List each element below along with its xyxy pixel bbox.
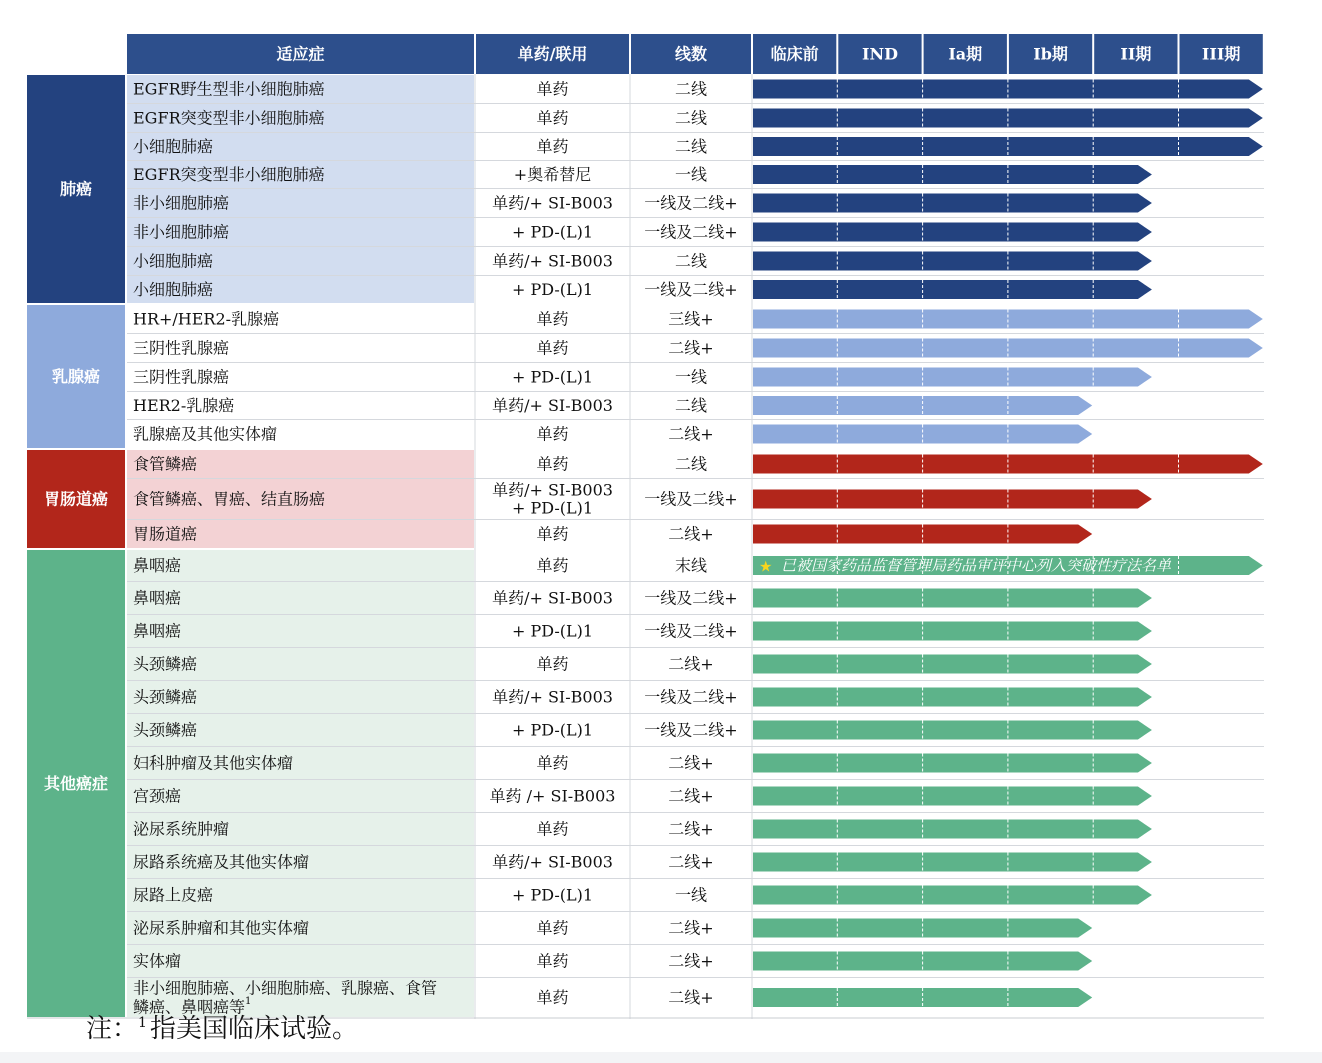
indication-text: 尿路系统癌及其他实体瘤 [133,852,310,872]
table-row [127,420,1092,448]
indication-text: 泌尿系肿瘤和其他实体瘤 [133,918,310,938]
progress-bar [753,589,1152,608]
table-row [127,104,1264,133]
group-lung [27,75,1264,303]
line-text: 一线及二线+ [644,222,738,242]
line-text: 二线+ [668,918,714,938]
mono-combo-text: 单药 [536,338,569,358]
indication-text: 宫颈癌 [133,786,182,806]
line-text: 一线及二线+ [644,280,738,299]
line-text: 一线 [674,885,708,905]
group-label: 其他癌症 [43,774,109,793]
indication-text: EGFR突变型非小细胞肺癌 [133,108,325,128]
table-row [127,276,1152,303]
indication-text: 小细胞肺癌 [133,251,214,271]
table-row [127,813,1264,846]
line-text: 一线及二线+ [644,193,738,213]
indication-text: 乳腺癌及其他实体瘤 [133,424,278,444]
table-row [127,582,1264,615]
line-text: 二线 [674,79,708,99]
mono-combo-text: 单药 [536,137,569,156]
table-row [127,879,1264,912]
table-row [127,648,1264,681]
mono-combo-text: 单药/+ SI-B003 [492,687,613,707]
mono-combo-text: + PD-(L)1 [511,885,594,905]
line-text: 二线+ [668,524,714,544]
mono-combo-text: 单药 [536,454,569,474]
progress-bar [753,165,1152,184]
line-text: 二线+ [668,786,714,806]
mono-combo-text: + PD-(L)1 [511,367,594,387]
mono-combo-text: 单药 [536,108,569,128]
group-label: 胃肠道癌 [43,489,109,509]
indication-text: 尿路上皮癌 [133,885,214,905]
indication-text: 胃肠道癌 [133,524,198,544]
header-phase: Ia期 [948,44,983,64]
star-icon: ★ [759,557,773,576]
mono-combo-text: 单药 /+ SI-B003 [489,786,616,806]
table-row [127,846,1264,879]
page-bottom-strip [0,1052,1322,1063]
indication-sup: 1 [245,995,252,1007]
group-breast [27,305,1264,448]
progress-bar [753,886,1152,905]
mono-combo-text: 单药 [536,918,569,938]
indication-text: HR+/HER2-乳腺癌 [133,309,280,329]
indication-text: 实体瘤 [133,951,182,971]
progress-bar [753,368,1152,387]
indication-text: 小细胞肺癌 [133,280,214,299]
indication-text: 妇科肿瘤及其他实体瘤 [133,753,294,773]
mono-combo-text: 单药/+ SI-B003 [492,193,613,213]
mono-combo-text: 单药 [536,79,569,99]
group-label: 乳腺癌 [51,367,101,386]
footnote-sup: 1 [138,1015,147,1032]
indication-text: 头颈鳞癌 [133,687,198,707]
line-text: 二线+ [668,819,714,839]
mono-combo-text: + PD-(L)1 [511,498,594,518]
line-text: 三线+ [668,309,714,329]
header-indication: 适应症 [276,44,325,64]
indication-text: 非小细胞肺癌、小细胞肺癌、乳腺癌、食管 [133,978,438,998]
header-phase: Ib期 [1033,44,1068,64]
progress-bar [753,280,1152,299]
indication-text: 鼻咽癌 [133,588,182,608]
table-row [127,392,1264,420]
line-text: 二线+ [668,654,714,674]
indication-text: 食管鳞癌、胃癌、结直肠癌 [133,489,326,509]
mono-combo-text: 单药 [536,654,569,674]
table-row [127,780,1264,813]
indication-text: 非小细胞肺癌 [133,193,230,213]
line-text: 一线及二线+ [644,621,738,641]
indication-text: 鳞癌、鼻咽癌等$^1$ [133,995,252,1017]
footnote-text: 指美国临床试验。 [149,1014,358,1044]
table-row [127,615,1264,648]
indication-text: 小细胞肺癌 [133,137,214,156]
group-label: 肺癌 [59,179,93,199]
group-other [27,550,1264,1017]
table-row [127,945,1264,978]
indication-text: EGFR突变型非小细胞肺癌 [133,165,325,184]
line-text: 一线 [674,165,708,184]
footnote [86,1008,358,1045]
mono-combo-text: 单药 [536,819,569,839]
indication-text: EGFR野生型非小细胞肺癌 [133,79,325,99]
table-row [127,714,1264,747]
progress-bar [753,688,1152,707]
progress-bar [753,820,1152,839]
line-text: 二线+ [668,951,714,971]
mono-combo-text: + PD-(L)1 [511,222,594,242]
line-text: 二线+ [668,852,714,872]
progress-bar [753,194,1152,213]
bar-note: 已被国家药品监督管理局药品审评中心列入突破性疗法名单 [781,556,1172,575]
mono-combo-text: 单药/+ SI-B003 [492,480,613,500]
progress-bar [753,655,1152,674]
line-text: 二线 [674,137,708,156]
progress-bar [753,490,1152,509]
mono-combo-text: +奥希替尼 [513,165,592,184]
table-row [127,247,1264,276]
indication-text: 头颈鳞癌 [133,654,198,674]
line-text: 二线+ [668,988,714,1007]
table-row [127,189,1264,218]
header-phase: 临床前 [770,44,819,64]
line-text: 二线 [674,251,708,271]
header-row [127,34,1263,74]
group-gi [27,450,1264,548]
line-text: 二线 [674,108,708,128]
table-row [127,520,1092,548]
table-row [127,450,1264,479]
table-row [127,479,1264,520]
table-row [127,550,1264,582]
mono-combo-text: 单药 [536,309,569,329]
indication-text: 食管鳞癌 [133,454,198,474]
table-row [127,75,1264,104]
indication-text: 头颈鳞癌 [133,720,198,740]
line-text: 二线 [674,396,708,415]
table-row [127,133,1264,161]
table-row [127,334,1264,363]
mono-combo-text: + PD-(L)1 [511,280,594,299]
line-text: 一线 [674,367,708,387]
table-row [127,747,1264,780]
footnote-prefix: 注： [86,1014,139,1044]
line-text: 一线及二线+ [644,720,738,740]
table-row [127,218,1264,247]
indication-text: 鼻咽癌 [133,621,182,641]
header-phase: III期 [1201,44,1241,64]
table-row [127,363,1264,392]
progress-bar [753,721,1152,740]
progress-bar [753,754,1152,773]
line-text: 二线+ [668,338,714,358]
progress-bar [753,622,1152,641]
header-line: 线数 [674,44,708,64]
line-text: 二线+ [668,753,714,773]
line-text: 二线+ [668,424,714,444]
indication-text: 鼻咽癌 [133,556,182,575]
mono-combo-text: 单药/+ SI-B003 [492,852,613,872]
mono-combo-text: 单药/+ SI-B003 [492,588,613,608]
progress-bar [753,853,1152,872]
table-row [127,912,1264,945]
mono-combo-text: 单药 [536,424,569,444]
header-mono-combo: 单药/联用 [517,44,588,64]
line-text: 一线及二线+ [644,489,738,509]
header-phase: IND [861,44,898,64]
mono-combo-text: 单药 [536,753,569,773]
line-text: 末线 [674,556,708,575]
table-row [127,681,1264,714]
line-text: 一线及二线+ [644,588,738,608]
mono-combo-text: 单药/+ SI-B003 [492,396,613,415]
mono-combo-text: + PD-(L)1 [511,720,594,740]
line-text: 一线及二线+ [644,687,738,707]
progress-bar [753,252,1152,271]
indication-text: 非小细胞肺癌 [133,222,230,242]
indication-text: 三阴性乳腺癌 [133,367,230,387]
progress-bar [753,787,1152,806]
line-text: 二线 [674,454,708,474]
indication-text: 泌尿系统肿瘤 [133,819,230,839]
indication-text: HER2-乳腺癌 [133,396,235,415]
mono-combo-text: 单药 [536,988,569,1007]
header-phase: II期 [1120,44,1152,64]
table-row [127,161,1264,189]
mono-combo-text: 单药 [536,556,569,575]
progress-bar [753,223,1152,242]
indication-text: 三阴性乳腺癌 [133,338,230,358]
mono-combo-text: 单药 [536,524,569,544]
mono-combo-text: + PD-(L)1 [511,621,594,641]
mono-combo-text: 单药 [536,951,569,971]
table-row [127,305,1264,334]
mono-combo-text: 单药/+ SI-B003 [492,251,613,271]
